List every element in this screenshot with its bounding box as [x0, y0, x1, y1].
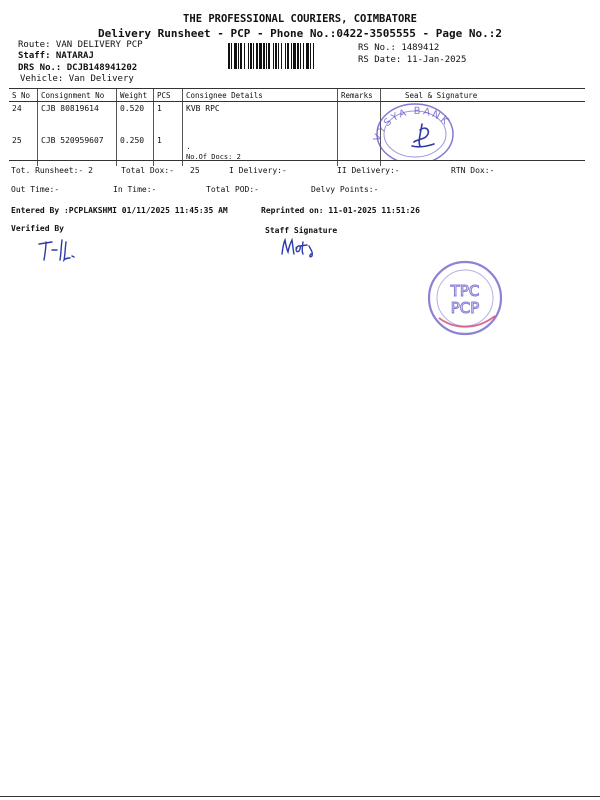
tot-runsheet: Tot. Runsheet:- 2 — [11, 166, 93, 175]
table-row — [9, 134, 585, 166]
tpc-round-stamp — [425, 258, 505, 338]
rs-number: RS No.: 1489412 — [358, 43, 440, 53]
rs-date: RS Date: 11-Jan-2025 — [358, 55, 467, 65]
col-weight: Weight — [117, 89, 154, 102]
table-row — [9, 102, 585, 135]
total-dox-label: Total Dox:- — [121, 166, 174, 175]
route-info: Route: VAN DELIVERY PCP — [18, 40, 143, 50]
page-bottom-rule — [0, 796, 600, 797]
runsheet-table — [9, 88, 585, 166]
row-consignee-text: . — [186, 142, 191, 151]
row-pcs: 1 — [154, 102, 183, 135]
verified-by-label: Verified By — [11, 224, 64, 233]
rtn-dox: RTN Dox:- — [451, 166, 495, 175]
vehicle-info: Vehicle: Van Delivery — [20, 74, 134, 84]
bank-seal-stamp — [370, 90, 460, 160]
reprinted-on: Reprinted on: 11-01-2025 11:51:26 — [261, 206, 420, 215]
out-time: Out Time:- — [11, 185, 60, 194]
total-dox-value: 25 — [190, 166, 200, 175]
total-pod: Total POD:- — [206, 185, 259, 194]
row-weight: 0.520 — [117, 102, 154, 135]
staff-info: Staff: NATARAJ — [18, 51, 94, 61]
svg-text:VYSYA BANK — [372, 106, 452, 143]
drs-barcode — [228, 43, 352, 69]
row-consignee — [183, 134, 338, 166]
col-consignment: Consignment No — [38, 89, 117, 102]
ii-delivery: II Delivery:- — [337, 166, 400, 175]
bank-stamp-text: VYSYA BANK — [372, 105, 452, 144]
delvy-points: Delvy Points:- — [311, 185, 379, 194]
company-title: THE PROFESSIONAL COURIERS, COIMBATORE — [183, 13, 417, 25]
i-delivery: I Delivery:- — [229, 166, 287, 175]
drs-number: DRS No.: DCJB148941202 — [18, 63, 138, 73]
row-sno: 24 — [12, 104, 22, 113]
col-remarks: Remarks — [338, 89, 381, 102]
row-consignment: CJB 520959607 — [38, 134, 117, 166]
row-consignee: KVB RPC — [183, 102, 338, 135]
row-sno: 25 — [12, 136, 22, 145]
col-pcs: PCS — [154, 89, 183, 102]
row-weight: 0.250 — [117, 134, 154, 166]
verifier-signature — [36, 236, 86, 266]
tpc-stamp-text: TPC PCP — [450, 282, 480, 317]
in-time: In Time:- — [113, 185, 157, 194]
table-bottom-rule — [9, 160, 585, 161]
col-consignee: Consignee Details — [183, 89, 338, 102]
docs-count-note: No.Of Docs: 2 — [186, 153, 241, 161]
staff-signature-label: Staff Signature — [265, 226, 338, 235]
entered-by: Entered By :PCPLAKSHMI 01/11/2025 11:45:35 AM — [11, 206, 228, 215]
table-header-row — [9, 89, 585, 102]
row-consignment: CJB 80819614 — [38, 102, 117, 135]
staff-signature — [278, 234, 328, 260]
col-sno: S No — [9, 89, 38, 102]
runsheet-subtitle: Delivery Runsheet - PCP - Phone No.:0422-3505555 - Page No.:2 — [98, 27, 502, 40]
col-seal-signature: Seal & Signature — [381, 89, 586, 102]
barcode-bar — [314, 43, 315, 69]
row-pcs: 1 — [154, 134, 183, 166]
